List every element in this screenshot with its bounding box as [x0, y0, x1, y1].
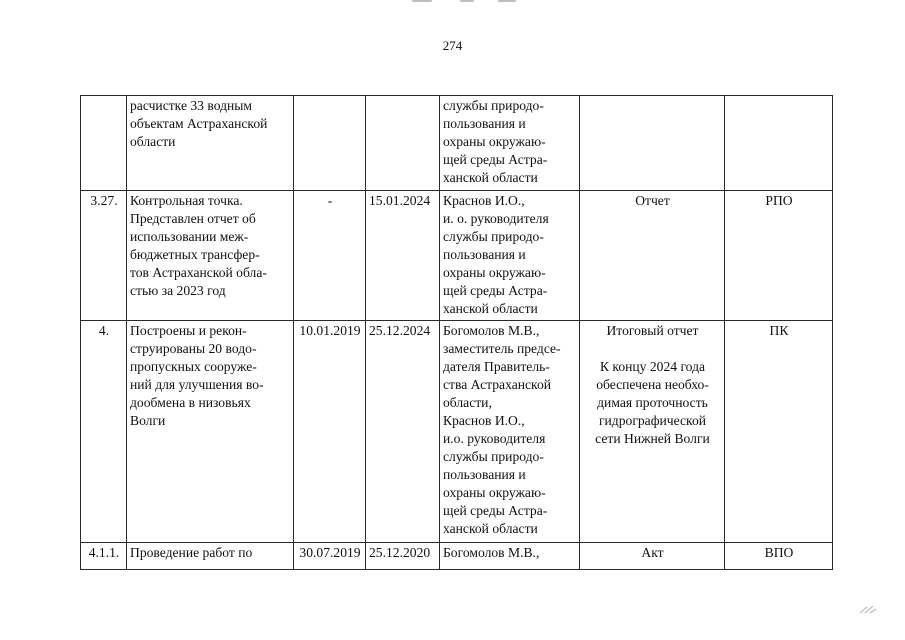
result-text-line: гидрографической — [598, 413, 707, 428]
page-number: 274 — [442, 38, 463, 53]
control-type-cell: ПК — [725, 321, 833, 543]
result-spacer — [583, 340, 722, 358]
item-number-cell: 3.27. — [81, 191, 127, 321]
responsible-text-line: пользования и — [443, 116, 526, 131]
responsible-text-line: дателя Правитель- — [443, 359, 550, 374]
result-cell — [580, 543, 725, 570]
end-date-cell: 25.12.2024 — [366, 321, 440, 543]
event-text-line: ний для улучшения во- — [130, 377, 264, 392]
table-row — [81, 321, 833, 543]
responsible-text-line: пользования и — [443, 247, 526, 262]
control-type-cell — [725, 96, 833, 191]
responsible-text-line: щей среды Астра- — [443, 283, 548, 298]
end-date-cell — [366, 96, 440, 191]
result-title: Итоговый отчет — [606, 323, 699, 338]
event-cell — [127, 543, 294, 570]
event-cell — [127, 96, 294, 191]
responsible-text-line: щей среды Астра- — [443, 152, 548, 167]
responsible-text-line: пользования и — [443, 467, 526, 482]
result-text-line: Акт — [641, 545, 664, 560]
result-text-line: Отчет — [635, 193, 670, 208]
responsible-text-line: Богомолов М.В., — [443, 545, 540, 560]
result-cell — [580, 96, 725, 191]
event-text-line: струированы 20 водо- — [130, 341, 257, 356]
result-cell — [580, 321, 725, 543]
event-text-line: тов Астраханской обла- — [130, 265, 267, 280]
responsible-text-line: области, — [443, 395, 492, 410]
responsible-text-line: Краснов И.О., — [443, 193, 525, 208]
item-number-cell — [81, 96, 127, 191]
result-text-line: обеспечена необхо- — [596, 377, 709, 392]
table-row — [81, 191, 833, 321]
table-row — [81, 96, 833, 191]
responsible-text-line: охраны окружаю- — [443, 134, 546, 149]
result-text-line: сети Нижней Волги — [595, 431, 710, 446]
start-date-cell: - — [294, 191, 366, 321]
event-text-line: Построены и рекон- — [130, 323, 247, 338]
responsible-text-line: охраны окружаю- — [443, 265, 546, 280]
responsible-cell — [440, 96, 580, 191]
event-text-line: использовании меж- — [130, 229, 249, 244]
scan-mark-icon — [859, 604, 877, 614]
responsible-text-line: щей среды Астра- — [443, 503, 548, 518]
event-text-line: объектам Астраханской — [130, 116, 268, 131]
responsible-text-line: Богомолов М.В., — [443, 323, 540, 338]
result-cell — [580, 191, 725, 321]
responsible-text-line: и. о. руководителя — [443, 211, 549, 226]
event-text-line: бюджетных трансфер- — [130, 247, 260, 262]
responsible-text-line: службы природо- — [443, 98, 544, 113]
event-cell — [127, 321, 294, 543]
responsible-text-line: службы природо- — [443, 449, 544, 464]
responsible-text-line: ханской области — [443, 521, 538, 536]
responsible-text-line: охраны окружаю- — [443, 485, 546, 500]
responsible-text-line: и.о. руководителя — [443, 431, 546, 446]
event-text-line: Контрольная точка. — [130, 193, 243, 208]
end-date-cell: 15.01.2024 — [366, 191, 440, 321]
start-date-cell — [294, 96, 366, 191]
control-type-cell: ВПО — [725, 543, 833, 570]
end-date-cell: 25.12.2020 — [366, 543, 440, 570]
result-text-line: димая проточность — [597, 395, 708, 410]
item-number-cell: 4. — [81, 321, 127, 543]
responsible-cell — [440, 191, 580, 321]
event-text-line: Проведение работ по — [130, 545, 253, 560]
event-text-line: пропускных сооруже- — [130, 359, 257, 374]
start-date-cell: 30.07.2019 — [294, 543, 366, 570]
event-text-line: дообмена в низовьях — [130, 395, 251, 410]
result-text-line: К концу 2024 года — [599, 359, 706, 374]
responsible-text-line: ства Астраханской — [443, 377, 552, 392]
responsible-cell — [440, 321, 580, 543]
item-number-cell: 4.1.1. — [81, 543, 127, 570]
table-row — [81, 543, 833, 570]
responsible-text-line: Краснов И.О., — [443, 413, 525, 428]
event-text-line: Представлен отчет об — [130, 211, 256, 226]
control-type-cell: РПО — [725, 191, 833, 321]
scan-artifact — [412, 0, 522, 4]
event-text-line: области — [130, 134, 176, 149]
event-text-line: расчистке 33 водным — [130, 98, 253, 113]
event-cell — [127, 191, 294, 321]
responsible-text-line: ханской области — [443, 170, 538, 185]
start-date-cell: 10.01.2019 — [294, 321, 366, 543]
responsible-cell — [440, 543, 580, 570]
event-text-line: стью за 2023 год — [130, 283, 226, 298]
responsible-text-line: службы природо- — [443, 229, 544, 244]
responsible-text-line: заместитель предсе- — [443, 341, 561, 356]
event-text-line: Волги — [130, 413, 166, 428]
plan-table — [80, 95, 833, 570]
responsible-text-line: ханской области — [443, 301, 538, 316]
